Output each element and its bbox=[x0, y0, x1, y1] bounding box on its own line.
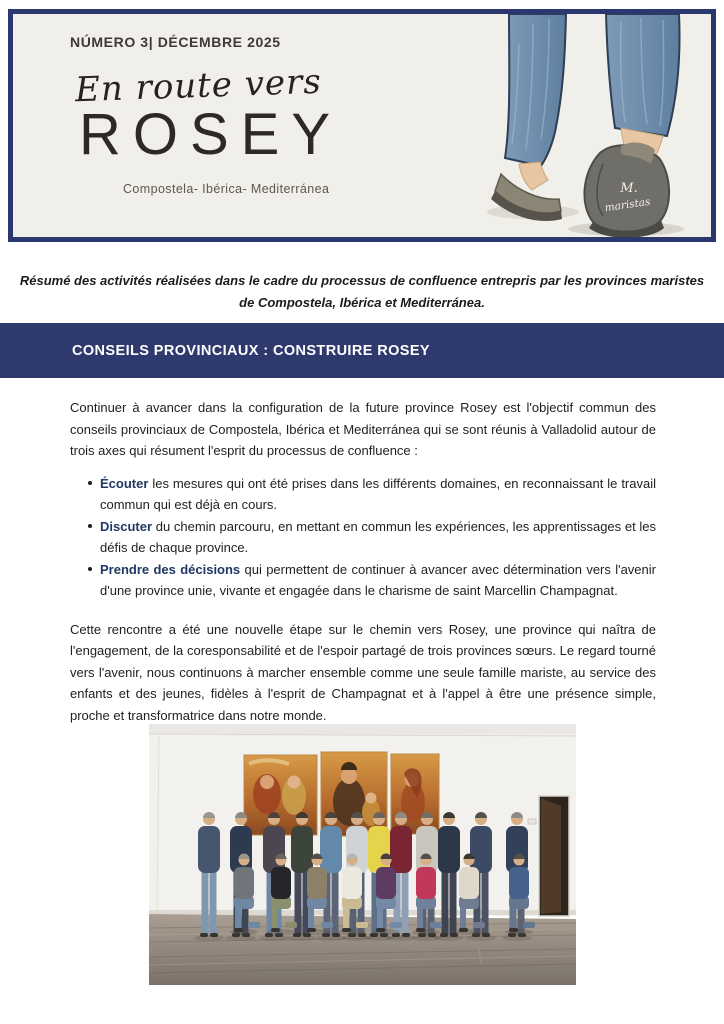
intro-summary: Résumé des activités réalisées dans le cadre du processus de confluence entrepris par les provinces maristes de Compostela, Ibérica et Mediterránea. bbox=[19, 273, 705, 310]
bullet-text: qui permettent de continuer à avancer avec détermination vers l'avenir d'une province unie, vivante et engagée dans le charisme de saint Marcellin Champagnat. bbox=[100, 561, 656, 598]
bullet-text: les mesures qui ont été prises dans les différents domaines, en reconnaissant le travail commun qui est déjà en cours. bbox=[100, 475, 656, 512]
shoe-logo-mark: M. bbox=[620, 181, 638, 196]
shoe-brand-label: maristas bbox=[604, 195, 652, 215]
group-photo bbox=[149, 724, 576, 985]
bullet-icon bbox=[88, 567, 92, 571]
bullet-lead: Discuter bbox=[100, 518, 153, 534]
bullet-lead: Prendre des décisions bbox=[100, 561, 241, 577]
masthead-title: ROSEY bbox=[79, 102, 343, 167]
list-item bbox=[88, 559, 656, 602]
article-body bbox=[70, 397, 656, 726]
axes-list bbox=[70, 473, 656, 602]
list-item bbox=[88, 516, 656, 559]
masthead bbox=[8, 9, 716, 242]
bullet-icon bbox=[88, 481, 92, 485]
bullet-icon bbox=[88, 524, 92, 528]
bullet-lead: Écouter bbox=[100, 475, 149, 491]
masthead-tagline: En route vers bbox=[74, 61, 323, 111]
article-paragraph-1: Continuer à avancer dans la configuration de la future province Rosey est l'objectif commun des conseils provinciaux de Compostela, Ibérica et Mediterránea qui se sont réunis à Valladolid autour de trois axes qui résument l'esprit du processus de confluence : bbox=[70, 400, 656, 458]
issue-date: NÚMERO 3| DÉCEMBRE 2025 bbox=[70, 34, 281, 50]
walking-legs-illustration bbox=[471, 14, 711, 237]
section-banner bbox=[0, 323, 724, 378]
article-paragraph-2: Cette rencontre a été une nouvelle étape sur le chemin vers Rosey, une province qui naîtra de l'engagement, de la coresponsabilité et de l'espoir partagé de trois provinces sœurs. Le regard tourné vers l'avenir, nous continuons à marcher ensemble comme une seule famille mariste, au service des enfants et des jeunes, fidèles à l'esprit de Champagnat et à l'appel à être une présence simple, proche et transformatrice dans notre monde. bbox=[70, 621, 656, 723]
list-item bbox=[88, 473, 656, 516]
people-group bbox=[194, 812, 535, 941]
section-title: CONSEILS PROVINCIAUX : CONSTRUIRE ROSEY bbox=[72, 342, 430, 359]
masthead-subtitle: Compostela- Ibérica- Mediterránea bbox=[123, 182, 330, 196]
bullet-text: du chemin parcouru, en mettant en commun les expériences, les apprentissages et les défis de chaque province. bbox=[100, 518, 656, 555]
